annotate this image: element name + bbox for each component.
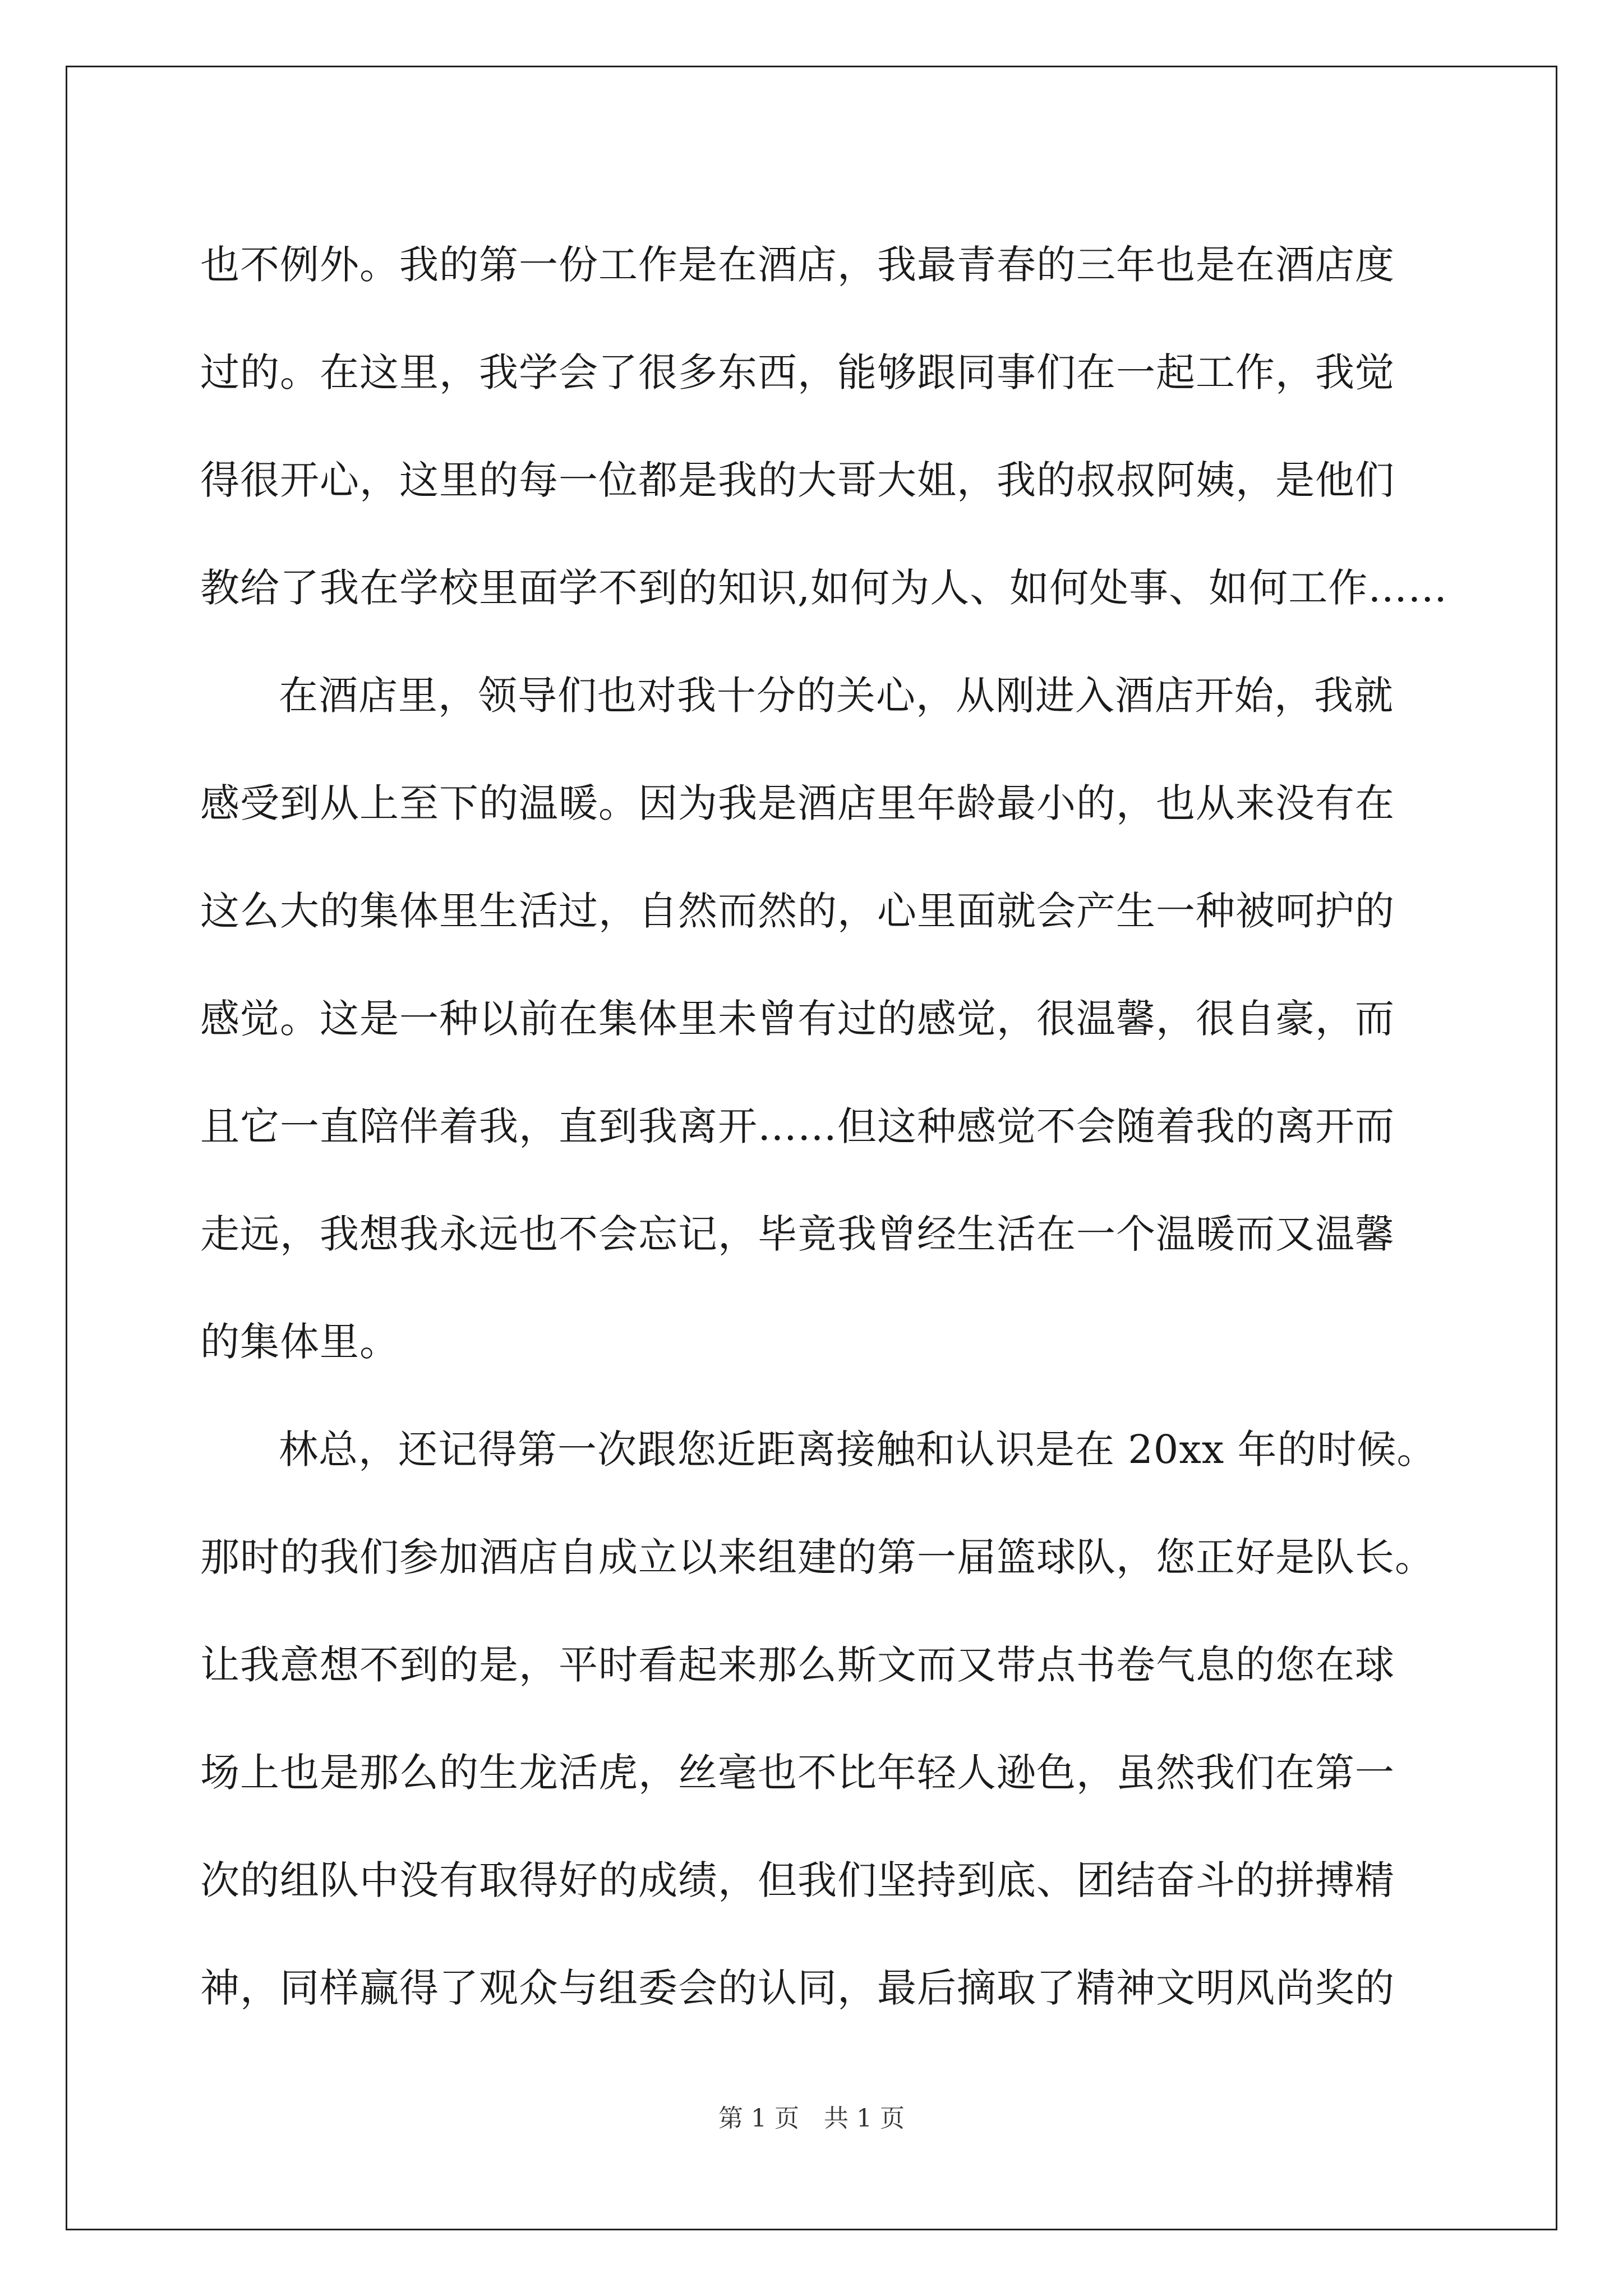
text-line: 让我意想不到的是，平时看起来那么斯文而又带点书卷气息的您在球 bbox=[200, 1642, 1395, 1688]
page-footer bbox=[0, 2098, 1623, 2134]
text-line: 那时的我们参加酒店自成立以来组建的第一届篮球队，您正好是队长。 bbox=[200, 1534, 1435, 1580]
paragraph-start-line: 林总，还记得第一次跟您近距离接触和认识是在 20xx 年的时候。 bbox=[279, 1427, 1437, 1473]
text-line: 教给了我在学校里面学不到的知识,如何为人、如何处事、如何工作…… bbox=[200, 565, 1448, 611]
text-line: 神，同样赢得了观众与组委会的认同，最后摘取了精神文明风尚奖的 bbox=[200, 1965, 1395, 2011]
text-line: 这么大的集体里生活过，自然而然的，心里面就会产生一种被呵护的 bbox=[200, 888, 1395, 934]
text-line: 得很开心，这里的每一位都是我的大哥大姐，我的叔叔阿姨，是他们 bbox=[200, 457, 1395, 503]
text-line: 且它一直陪伴着我，直到我离开……但这种感觉不会随着我的离开而 bbox=[200, 1103, 1395, 1149]
text-line: 的集体里。 bbox=[200, 1319, 399, 1365]
text-line: 过的。在这里，我学会了很多东西，能够跟同事们在一起工作，我觉 bbox=[200, 349, 1395, 395]
text-line: 也不例外。我的第一份工作是在酒店，我最青春的三年也是在酒店度 bbox=[200, 242, 1395, 288]
text-line: 次的组队中没有取得好的成绩，但我们坚持到底、团结奋斗的拼搏精 bbox=[200, 1857, 1395, 1903]
text-line: 感受到从上至下的温暖。因为我是酒店里年龄最小的，也从来没有在 bbox=[200, 780, 1395, 826]
paragraph-start-line: 在酒店里，领导们也对我十分的关心，从刚进入酒店开始，我就 bbox=[279, 673, 1394, 719]
text-line: 走远，我想我永远也不会忘记，毕竟我曾经生活在一个温暖而又温馨 bbox=[200, 1211, 1395, 1257]
text-line: 感觉。这是一种以前在集体里未曾有过的感觉，很温馨，很自豪，而 bbox=[200, 996, 1395, 1042]
text-line: 场上也是那么的生龙活虎，丝毫也不比年轻人逊色，虽然我们在第一 bbox=[200, 1750, 1395, 1796]
document-body bbox=[200, 211, 1448, 2042]
page-number-label: 第 1 页 共 1 页 bbox=[718, 2104, 905, 2133]
